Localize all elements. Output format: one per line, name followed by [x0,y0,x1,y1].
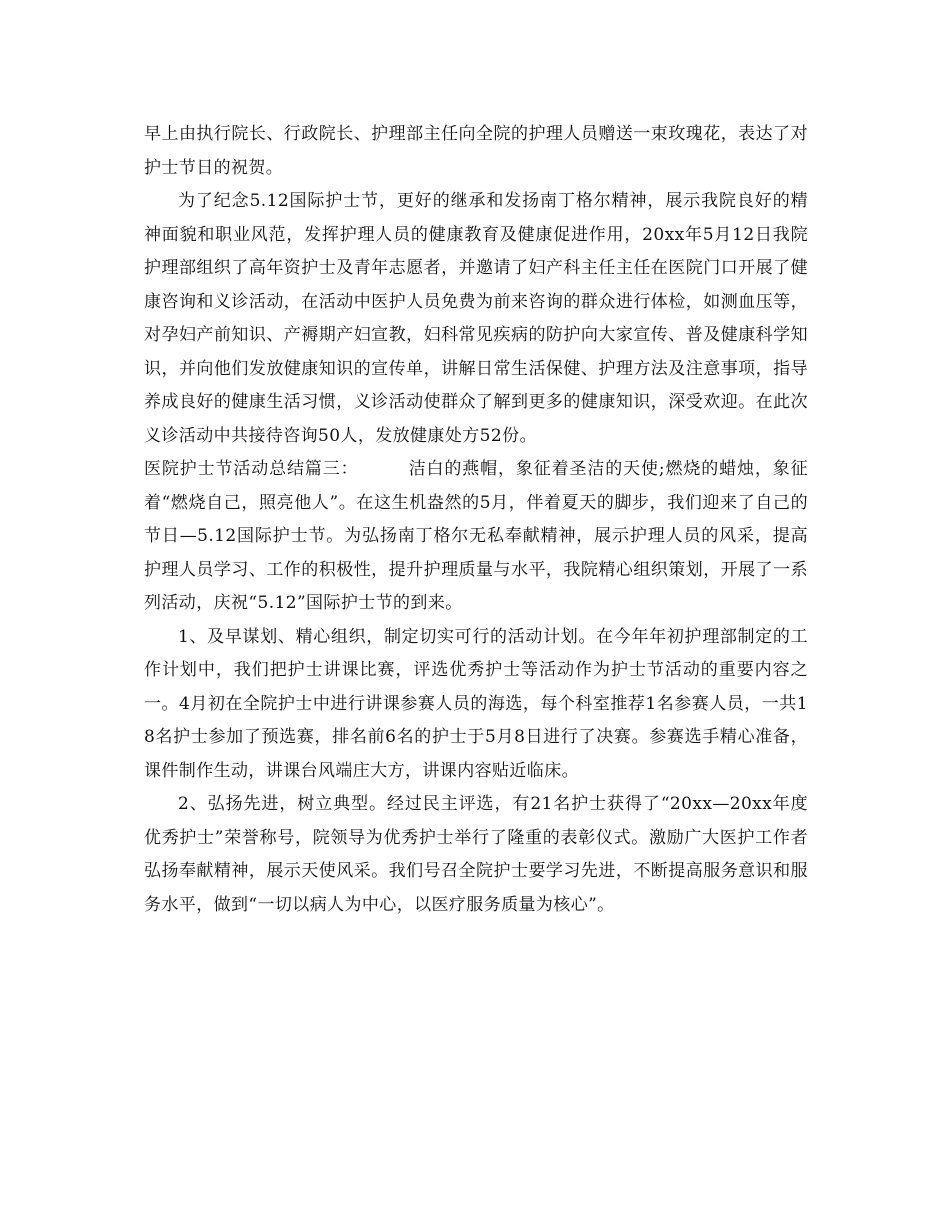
paragraph-part-three [144,453,808,621]
paragraph-item-two: 2、弘扬先进，树立典型。经过民主评选，有21名护士获得了“20xx—20xx年度优秀护士”荣誉称号，院领导为优秀护士举行了隆重的表彰仪式。激励广大医护工作者弘扬奉献精神，展示天使风采。我们号召全院护士要学习先进，不断提高服务意识和服务水平，做到“一切以病人为中心，以医疗服务质量为核心”。 [144,794,808,915]
document-body [144,118,808,922]
heading-gap [358,459,408,479]
paragraph-opening: 早上由执行院长、行政院长、护理部主任向全院的护理人员赠送一束玫瑰花，表达了对护士节日的祝贺。 [144,124,808,178]
paragraph-part-three-text: 洁白的燕帽，象征着圣洁的天使;燃烧的蜡烛，象征着“燃烧自己，照亮他人”。在这生机盎然的5月，伴着夏天的脚步，我们迎来了自己的节日—5.12国际护士节。为弘扬南丁格尔无私奉献精神，展示护理人员的风采，提高护理人员学习、工作的积极性，提升护理质量与水平，我院精心组织策划，开展了一系列活动，庆祝“5.12”国际护士节的到来。 [144,459,808,613]
paragraph-item-one: 1、及早谋划、精心组织，制定切实可行的活动计划。在今年年初护理部制定的工作计划中，我们把护士讲课比赛，评选优秀护士等活动作为护士节活动的重要内容之一。4月初在全院护士中进行讲课参赛人员的海选，每个科室推荐1名参赛人员，一共18名护士参加了预选赛，排名前6名的护士于5月8日进行了决赛。参赛选手精心准备，课件制作生动，讲课台风端庄大方，讲课内容贴近临床。 [144,626,808,781]
paragraph-nurses-day-clinic: 为了纪念5.12国际护士节，更好的继承和发扬南丁格尔精神，展示我院良好的精神面貌和职业风范，发挥护理人员的健康教育及健康促进作用，20xx年5月12日我院护理部组织了高年资护士及青年志愿者，并邀请了妇产科主任主任在医院门口开展了健康咨询和义诊活动，在活动中医护人员免费为前来咨询的群众进行体检，如测血压等，对孕妇产前知识、产褥期产妇宣教，妇科常见疾病的防护向大家宣传、普及健康科学知识，并向他们发放健康知识的宣传单，讲解日常生活保健、护理方法及注意事项，指导养成良好的健康生活习惯，义诊活动使群众了解到更多的健康知识，深受欢迎。在此次义诊活动中共接待咨询50人，发放健康处方52份。 [144,191,808,446]
section-heading-part-three: 医院护士节活动总结篇三： [144,459,359,479]
